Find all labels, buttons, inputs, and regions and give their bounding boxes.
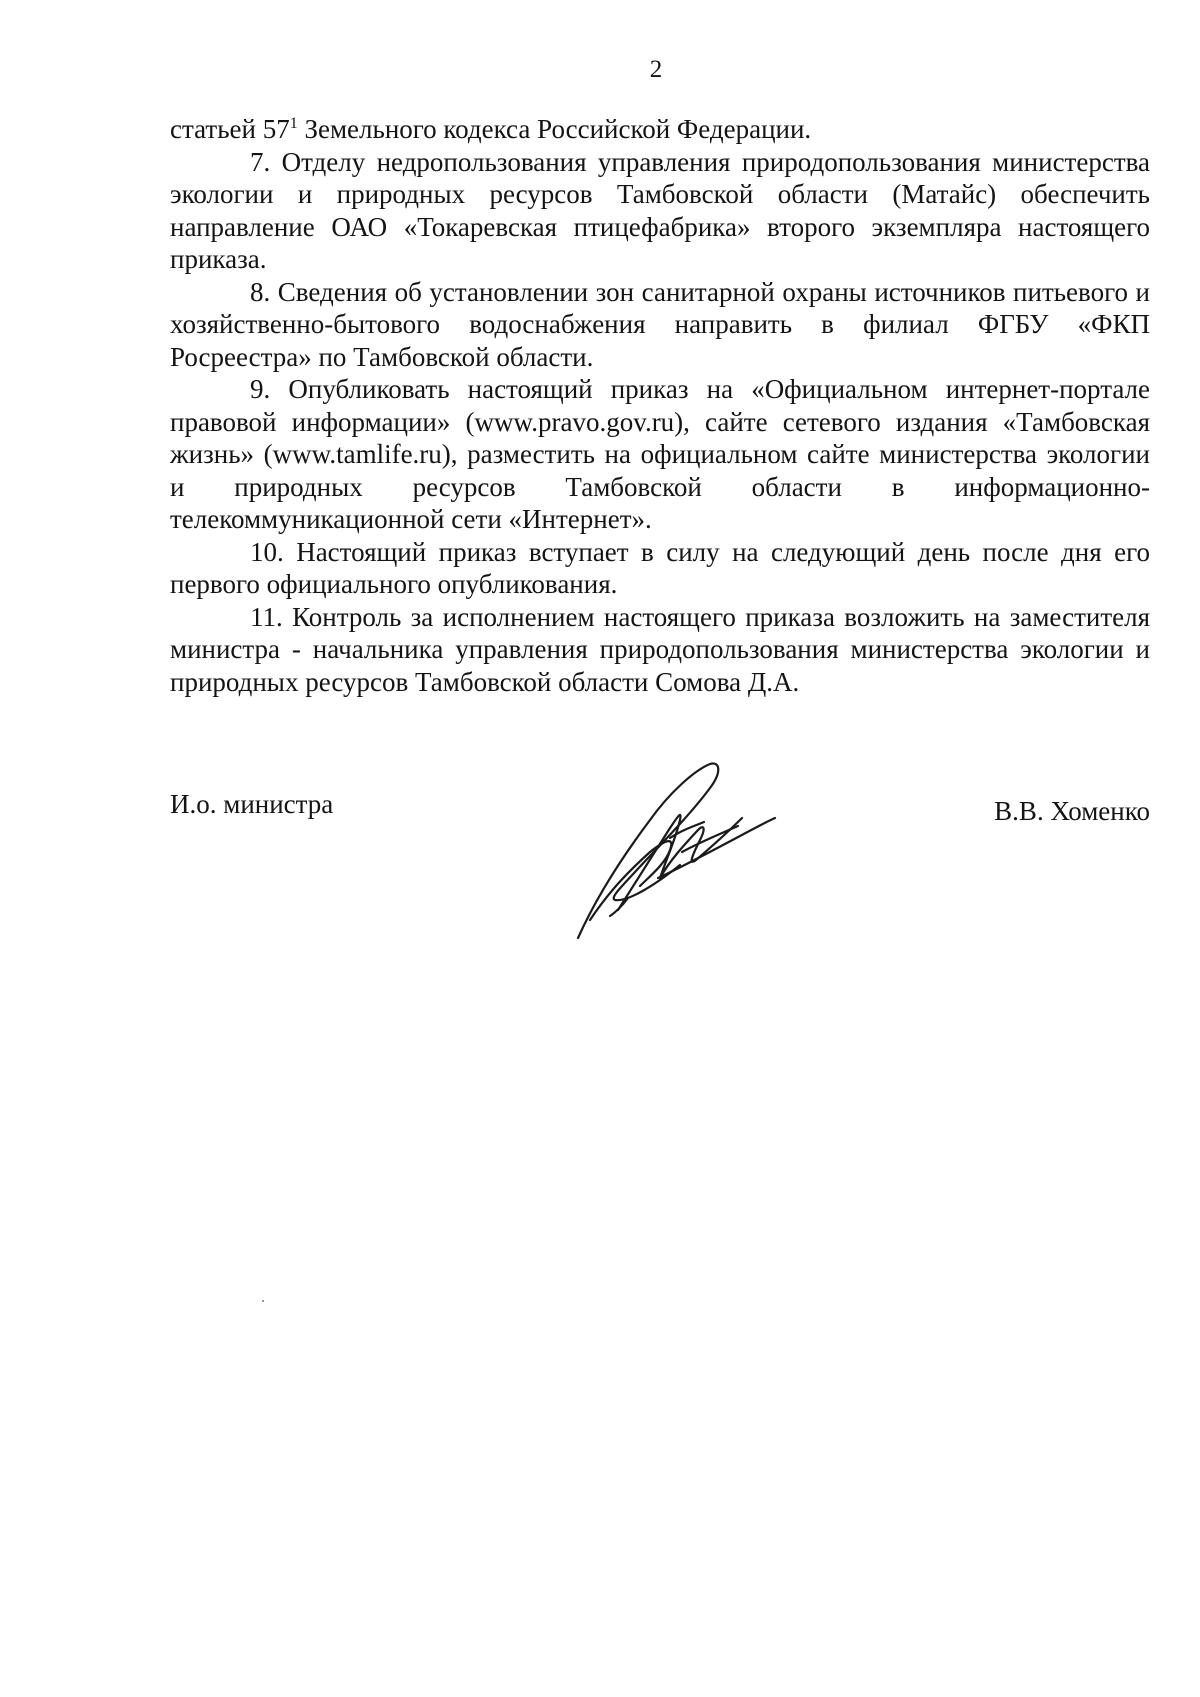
paragraph-10: 10. Настоящий приказ вступает в силу на следующий день после дня его первого официального опубликования. <box>170 536 1150 599</box>
scan-speck <box>262 1300 264 1302</box>
signer-role: И.о. министра <box>170 789 334 819</box>
handwritten-signature-icon <box>570 760 800 950</box>
paragraph-6-text-end: Земельного кодекса Российской Федерации. <box>297 114 812 144</box>
paragraph-6-text-start: статьей 57 <box>170 114 290 144</box>
signer-name: В.В. Хоменко <box>994 796 1150 826</box>
paragraph-7: 7. Отделу недропользования управления природопользования министерства экологии и природных ресурсов Тамбовской области (Матайс) обеспечить направление ОАО «Токаревская птицефабрика» второго экземпляра настоящего приказа. <box>170 146 1150 274</box>
paragraph-11: 11. Контроль за исполнением настоящего приказа возложить на заместителя министра - начальника управления природопользования министерства экологии и природных ресурсов Тамбовской области Сомова Д.А. <box>170 601 1150 697</box>
paragraph-6-continuation <box>170 113 1150 146</box>
paragraph-9: 9. Опубликовать настоящий приказ на «Официальном интернет-портале правовой информации» (www.pravo.gov.ru), сайте сетевого издания «Тамбовская жизнь» (www.tamlife.ru), разместить на официальном сайте министерства экологии и природных ресурсов Тамбовской области в информационно-телекоммуникационной сети «Интернет». <box>170 374 1150 534</box>
document-body <box>170 113 1150 698</box>
paragraph-8: 8. Сведения об установлении зон санитарной охраны источников питьевого и хозяйственно-бытового водоснабжения направить в филиал ФГБУ «ФКП Росреестра» по Тамбовской области. <box>170 276 1150 372</box>
signature-block <box>170 760 1150 960</box>
page-number: 2 <box>649 56 663 83</box>
article-superscript: 1 <box>289 115 298 132</box>
